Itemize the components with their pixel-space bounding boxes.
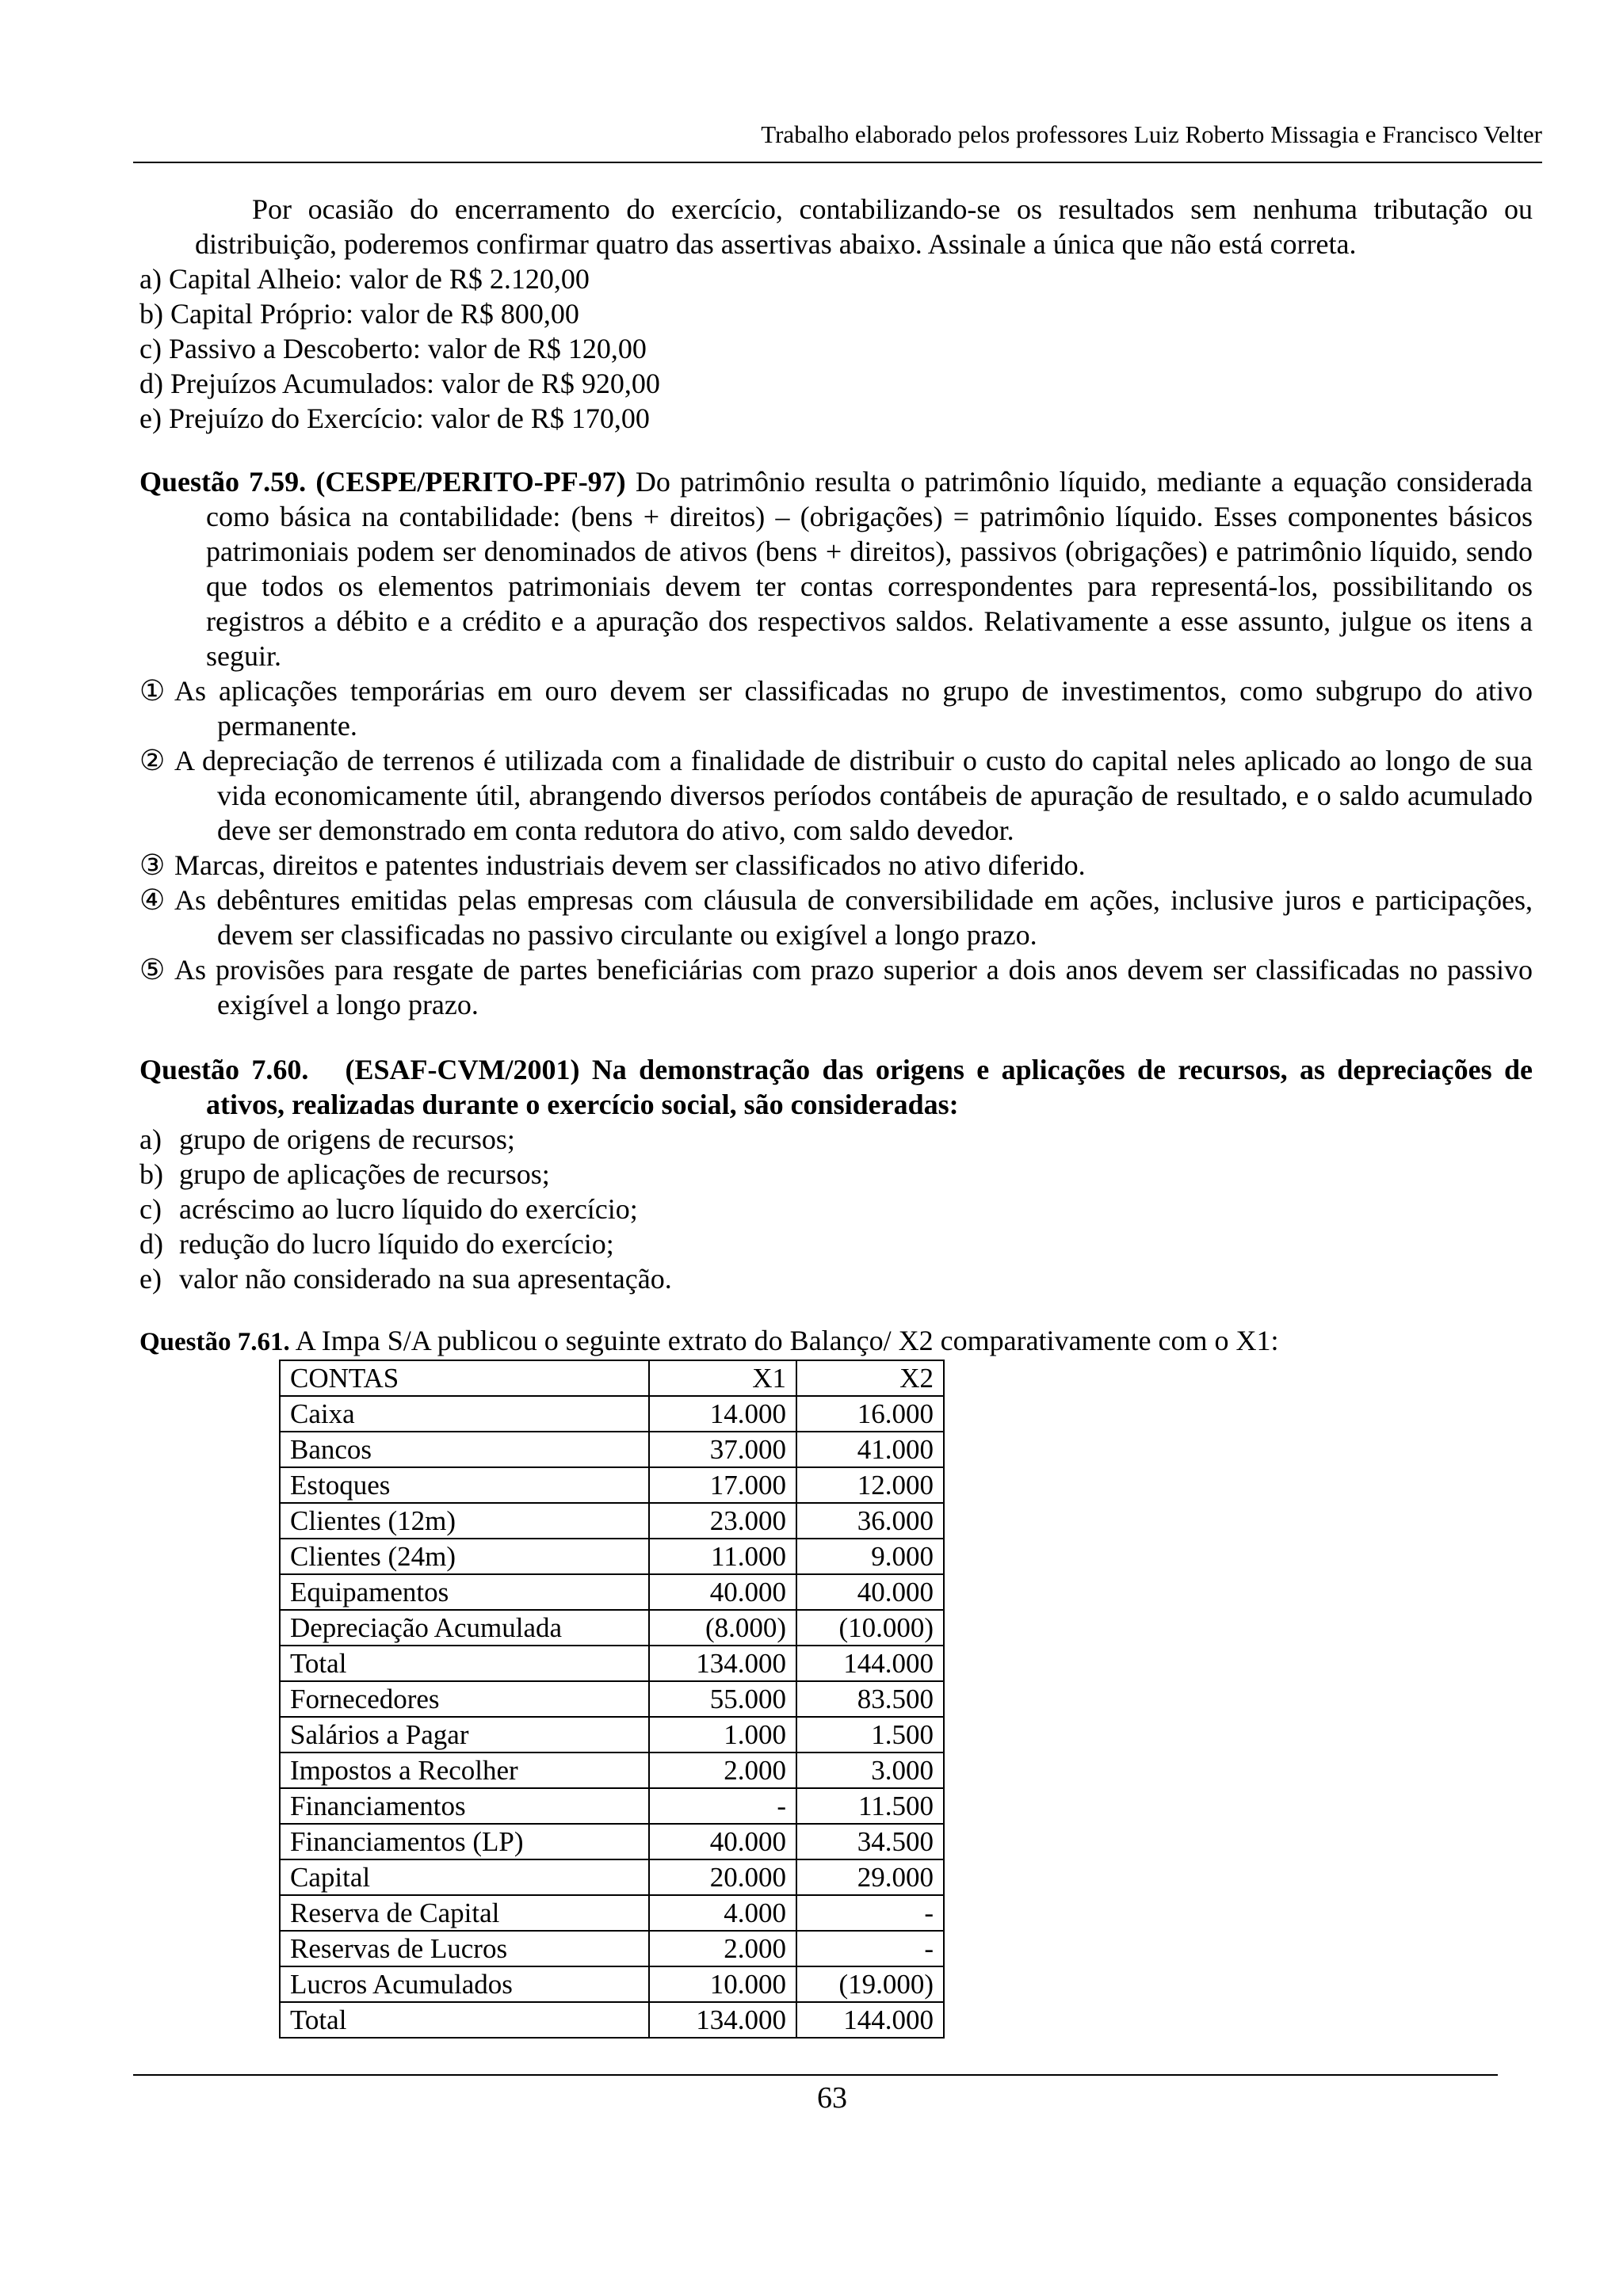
question-7-59-label: Questão 7.59. (CESPE/PERITO-PF-97) xyxy=(139,466,626,498)
cell-x1: 134.000 xyxy=(649,1646,796,1681)
table-row xyxy=(280,1788,944,1824)
table-row xyxy=(280,2002,944,2038)
option-letter-e: e) xyxy=(139,1263,162,1295)
option-text-b: grupo de aplicações de recursos; xyxy=(179,1158,550,1190)
question-7-60-option-d xyxy=(139,1226,1533,1261)
item-marker-3: ③ xyxy=(139,849,166,881)
page-header: Trabalho elaborado pelos professores Luiz Roberto Missagia e Francisco Velter xyxy=(761,120,1542,148)
cell-x2: 40.000 xyxy=(796,1574,944,1610)
table-row xyxy=(280,1610,944,1646)
question-7-61-label: Questão 7.61. xyxy=(139,1328,290,1356)
column-header-x1: X1 xyxy=(649,1360,796,1396)
cell-x2: 12.000 xyxy=(796,1467,944,1503)
table-row xyxy=(280,1859,944,1895)
column-header-x2: X2 xyxy=(796,1360,944,1396)
cell-x2: - xyxy=(796,1931,944,1966)
cell-x1: (8.000) xyxy=(649,1610,796,1646)
cell-x1: 10.000 xyxy=(649,1966,796,2002)
cell-x1: 20.000 xyxy=(649,1859,796,1895)
cell-x1: 40.000 xyxy=(649,1574,796,1610)
cell-x1: 55.000 xyxy=(649,1681,796,1717)
question-7-59-item-5 xyxy=(139,952,1533,1022)
question-7-59-item-4 xyxy=(139,883,1533,952)
intro-paragraph: Por ocasião do encerramento do exercício, contabilizando-se os resultados sem nenhuma tributação ou distribuição, poderemos confirmar quatro das assertivas abaixo. Assinale a única que não está correta. xyxy=(195,193,1533,260)
header-rule xyxy=(133,162,1542,163)
question-7-59 xyxy=(139,464,1533,1022)
question-7-61 xyxy=(139,1323,1533,2039)
cell-account: Reservas de Lucros xyxy=(280,1931,649,1966)
table-row xyxy=(280,1753,944,1788)
cell-account: Total xyxy=(280,1646,649,1681)
cell-x1: 37.000 xyxy=(649,1432,796,1467)
cell-x1: - xyxy=(649,1788,796,1824)
table-row xyxy=(280,1681,944,1717)
cell-account: Total xyxy=(280,2002,649,2038)
cell-x2: (19.000) xyxy=(796,1966,944,2002)
item-text-1: As aplicações temporárias em ouro devem ser classificadas no grupo de investimentos, como subgrupo do ativo permanente. xyxy=(174,675,1533,742)
option-letter-c: c) xyxy=(139,1193,162,1225)
question-7-59-item-2 xyxy=(139,743,1533,848)
question-7-60-label: Questão 7.60. xyxy=(139,1054,309,1085)
cell-account: Lucros Acumulados xyxy=(280,1966,649,2002)
cell-x2: 11.500 xyxy=(796,1788,944,1824)
question-7-59-item-3 xyxy=(139,848,1533,883)
cell-x2: 34.500 xyxy=(796,1824,944,1859)
cell-account: Depreciação Acumulada xyxy=(280,1610,649,1646)
table-row xyxy=(280,1503,944,1539)
table-row xyxy=(280,1539,944,1574)
cell-account: Financiamentos xyxy=(280,1788,649,1824)
cell-account: Impostos a Recolher xyxy=(280,1753,649,1788)
question-7-60-text: (ESAF-CVM/2001) Na demonstração das origens e aplicações de recursos, as depreciações de ativos, realizadas durante o exercício social, são consideradas: xyxy=(206,1054,1533,1120)
table-row xyxy=(280,1717,944,1753)
item-marker-2: ② xyxy=(139,745,166,776)
cell-account: Reserva de Capital xyxy=(280,1895,649,1931)
option-letter-a: a) xyxy=(139,1123,162,1155)
intro-option-a: a) Capital Alheio: valor de R$ 2.120,00 xyxy=(139,263,590,295)
column-header-contas: CONTAS xyxy=(280,1360,649,1396)
item-marker-1: ① xyxy=(139,675,166,707)
cell-account: Capital xyxy=(280,1859,649,1895)
item-text-3: Marcas, direitos e patentes industriais devem ser classificados no ativo diferido. xyxy=(174,849,1086,881)
table-row xyxy=(280,1895,944,1931)
question-7-60-option-a xyxy=(139,1122,1533,1157)
cell-account: Bancos xyxy=(280,1432,649,1467)
cell-x1: 134.000 xyxy=(649,2002,796,2038)
cell-x2: 1.500 xyxy=(796,1717,944,1753)
balance-table xyxy=(279,1360,945,2039)
cell-account: Clientes (12m) xyxy=(280,1503,649,1539)
item-text-2: A depreciação de terrenos é utilizada com a finalidade de distribuir o custo do capital neles aplicado ao longo de sua vida economicamente útil, abrangendo diversos períodos contábeis de apuração de resultado, e o saldo acumulado deve ser demonstrado em conta redutora do ativo, com saldo devedor. xyxy=(174,745,1533,846)
question-7-60-statement xyxy=(139,1052,1533,1122)
footer-rule xyxy=(133,2074,1498,2076)
question-7-59-statement xyxy=(139,464,1533,673)
table-row xyxy=(280,1824,944,1859)
cell-account: Estoques xyxy=(280,1467,649,1503)
cell-x1: 40.000 xyxy=(649,1824,796,1859)
cell-x2: 41.000 xyxy=(796,1432,944,1467)
page-content xyxy=(139,192,1533,2039)
intro-option-c: c) Passivo a Descoberto: valor de R$ 120,00 xyxy=(139,333,647,364)
item-marker-5: ⑤ xyxy=(139,954,166,986)
balance-table-body xyxy=(280,1360,944,2038)
option-text-d: redução do lucro líquido do exercício; xyxy=(179,1228,614,1260)
intro-options xyxy=(139,261,1533,436)
cell-x1: 1.000 xyxy=(649,1717,796,1753)
option-text-c: acréscimo ao lucro líquido do exercício; xyxy=(179,1193,638,1225)
cell-x2: 9.000 xyxy=(796,1539,944,1574)
table-row xyxy=(280,1432,944,1467)
question-7-60-option-e xyxy=(139,1261,1533,1296)
question-7-60-option-c xyxy=(139,1192,1533,1226)
cell-account: Equipamentos xyxy=(280,1574,649,1610)
cell-account: Fornecedores xyxy=(280,1681,649,1717)
cell-x1: 2.000 xyxy=(649,1931,796,1966)
cell-x2: 144.000 xyxy=(796,1646,944,1681)
table-header-row xyxy=(280,1360,944,1396)
question-7-59-text: Do patrimônio resulta o patrimônio líquido, mediante a equação considerada como básica na contabilidade: (bens + direitos) – (obrigações) = patrimônio líquido. Esses componentes básicos patrimoniais podem ser denominados de ativos (bens + direitos), passivos (obrigações) e patrimônio líquido, sendo que todos os elementos patrimoniais devem ter contas correspondentes para representá-los, possibilitando os registros a débito e a crédito e a apuração dos respectivos saldos. Relativamente a esse assunto, julgue os itens a seguir. xyxy=(206,466,1533,672)
cell-x1: 23.000 xyxy=(649,1503,796,1539)
option-text-a: grupo de origens de recursos; xyxy=(179,1123,515,1155)
intro-option-e: e) Prejuízo do Exercício: valor de R$ 170,00 xyxy=(139,402,650,434)
cell-x2: 36.000 xyxy=(796,1503,944,1539)
table-row xyxy=(280,1931,944,1966)
item-marker-4: ④ xyxy=(139,884,166,916)
cell-x1: 14.000 xyxy=(649,1396,796,1432)
cell-x1: 4.000 xyxy=(649,1895,796,1931)
question-7-61-statement xyxy=(139,1323,1533,1360)
table-row xyxy=(280,1574,944,1610)
cell-account: Clientes (24m) xyxy=(280,1539,649,1574)
item-text-4: As debêntures emitidas pelas empresas com cláusula de conversibilidade em ações, inclusive juros e participações, devem ser classificadas no passivo circulante ou exigível a longo prazo. xyxy=(174,884,1533,951)
table-row xyxy=(280,1646,944,1681)
intro-option-d: d) Prejuízos Acumulados: valor de R$ 920,00 xyxy=(139,368,660,399)
cell-x2: (10.000) xyxy=(796,1610,944,1646)
cell-account: Financiamentos (LP) xyxy=(280,1824,649,1859)
cell-account: Salários a Pagar xyxy=(280,1717,649,1753)
table-row xyxy=(280,1467,944,1503)
question-7-60 xyxy=(139,1052,1533,1296)
question-7-61-text: A Impa S/A publicou o seguinte extrato do Balanço/ X2 comparativamente com o X1: xyxy=(295,1325,1279,1356)
cell-x2: - xyxy=(796,1895,944,1931)
page-number: 63 xyxy=(817,2081,847,2115)
table-row xyxy=(280,1396,944,1432)
table-row xyxy=(280,1966,944,2002)
cell-x2: 144.000 xyxy=(796,2002,944,2038)
cell-x1: 2.000 xyxy=(649,1753,796,1788)
item-text-5: As provisões para resgate de partes beneficiárias com prazo superior a dois anos devem ser classificadas no passivo exigível a longo prazo. xyxy=(174,954,1533,1020)
option-letter-d: d) xyxy=(139,1228,163,1260)
intro-option-b: b) Capital Próprio: valor de R$ 800,00 xyxy=(139,298,579,330)
cell-account: Caixa xyxy=(280,1396,649,1432)
cell-x2: 16.000 xyxy=(796,1396,944,1432)
question-7-59-item-1 xyxy=(139,673,1533,743)
question-7-60-option-b xyxy=(139,1157,1533,1192)
cell-x1: 17.000 xyxy=(649,1467,796,1503)
cell-x2: 3.000 xyxy=(796,1753,944,1788)
option-letter-b: b) xyxy=(139,1158,163,1190)
cell-x1: 11.000 xyxy=(649,1539,796,1574)
cell-x2: 29.000 xyxy=(796,1859,944,1895)
cell-x2: 83.500 xyxy=(796,1681,944,1717)
option-text-e: valor não considerado na sua apresentação. xyxy=(179,1263,672,1295)
